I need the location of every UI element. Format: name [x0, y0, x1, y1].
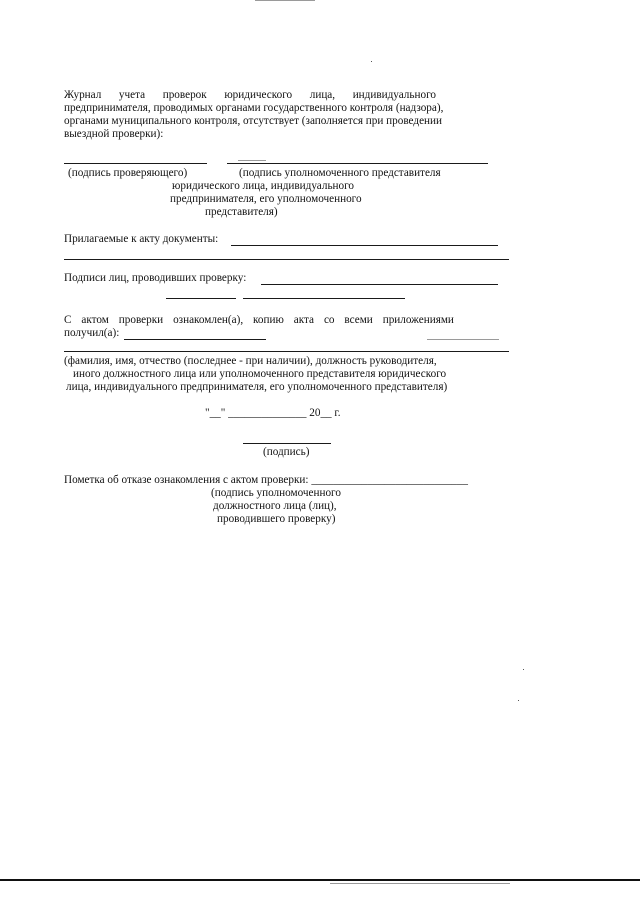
representative-signature-line-mark	[238, 160, 266, 161]
inspector-signature-line-b[interactable]	[243, 298, 405, 299]
refusal-row	[64, 474, 468, 487]
representative-signature-line	[227, 163, 488, 164]
scan-bottom-edge	[0, 879, 640, 881]
acknowledgement-received-label: получил(а):	[64, 327, 120, 339]
word: копию	[253, 314, 284, 326]
acknowledgement-caption-2: иного должностного лица или уполномоченного представителя юридического	[73, 368, 447, 380]
word: всеми	[344, 314, 373, 326]
acknowledgement-caption-3: лица, индивидуального предпринимателя, его уполномоченного представителя)	[66, 381, 448, 393]
date-year-suffix: г.	[334, 407, 341, 419]
journal-line-1	[64, 89, 436, 102]
refusal-caption-3: проводившего проверку)	[217, 513, 336, 525]
attachments-line[interactable]	[231, 245, 498, 246]
word: лица,	[309, 89, 336, 101]
acknowledgement-name-line[interactable]	[124, 339, 266, 340]
word: акта	[293, 314, 315, 326]
word: юридического	[224, 89, 293, 101]
date-year-prefix: 20	[309, 407, 321, 419]
inspector-signature-caption: (подпись проверяющего)	[68, 167, 188, 179]
word: проверки	[118, 314, 164, 326]
acknowledgement-name-line-faint	[427, 339, 499, 340]
date-close-quote: "	[220, 407, 226, 419]
acknowledgement-caption-1: (фамилия, имя, отчество (последнее - при наличии), должность руководителя,	[64, 355, 437, 367]
refusal-blank[interactable]: ____________________________	[311, 474, 468, 486]
date-open-quote: "	[205, 407, 210, 419]
signature-line[interactable]	[243, 443, 331, 444]
scan-artifact-right	[523, 669, 524, 670]
acknowledgement-line-1	[64, 314, 454, 327]
attachments-label: Прилагаемые к акту документы:	[64, 233, 219, 245]
journal-line-2: предпринимателя, проводимых органами государственного контроля (надзора),	[64, 102, 444, 114]
word: С	[64, 314, 72, 326]
scan-artifact-top-edge	[255, 0, 315, 1]
word: учета	[118, 89, 146, 101]
scan-bottom-edge-faint	[330, 883, 510, 884]
word: проверок	[162, 89, 207, 101]
date-month-blank[interactable]: ______________	[228, 407, 307, 419]
refusal-label: Пометка об отказе ознакомления с актом проверки:	[64, 474, 309, 486]
date-line[interactable]	[205, 407, 341, 420]
signature-caption: (подпись)	[263, 446, 310, 458]
word: Журнал	[64, 89, 102, 101]
acknowledgement-full-line[interactable]	[64, 351, 509, 352]
date-year-blank[interactable]: __	[320, 407, 332, 419]
attachments-line-2[interactable]	[64, 259, 509, 260]
word: актом	[81, 314, 109, 326]
word: со	[323, 314, 335, 326]
journal-line-4: выездной проверки):	[64, 128, 164, 140]
inspector-signature-line-a[interactable]	[166, 298, 236, 299]
scan-artifact-right-2	[518, 700, 519, 701]
word: индивидуального	[352, 89, 436, 101]
journal-line-3: органами муниципального контроля, отсутствует (заполняется при проведении	[64, 115, 442, 127]
refusal-caption-2: должностного лица (лиц),	[213, 500, 337, 512]
representative-caption-4: представителя)	[205, 206, 278, 218]
representative-caption-3: предпринимателя, его уполномоченного	[170, 193, 362, 205]
refusal-caption-1: (подпись уполномоченного	[211, 487, 341, 499]
inspectors-label: Подписи лиц, проводивших проверку:	[64, 272, 247, 284]
inspector-signature-line	[64, 163, 207, 164]
scan-artifact-top	[371, 61, 372, 62]
inspectors-signature-line[interactable]	[261, 284, 498, 285]
representative-caption-2: юридического лица, индивидуального	[172, 180, 355, 192]
date-day-blank[interactable]: __	[209, 407, 221, 419]
word: приложениями	[382, 314, 454, 326]
word: ознакомлен(а),	[173, 314, 244, 326]
representative-caption-1: (подпись уполномоченного представителя	[239, 167, 441, 179]
